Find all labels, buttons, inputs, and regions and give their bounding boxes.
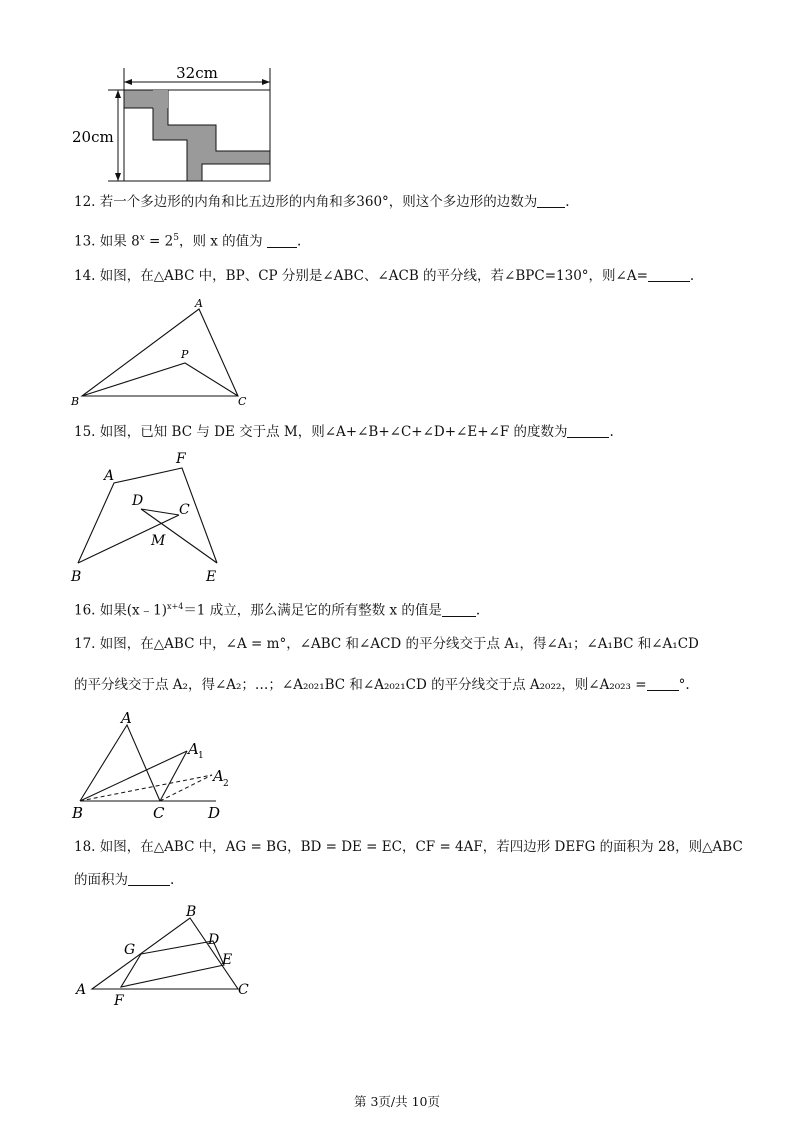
rectangle-figure [60,60,290,190]
label-B: B [71,395,80,408]
label-A2: A [213,767,224,785]
question-16-prefix: 16. 如果(x﹣1) [74,602,167,619]
label-A1: A [188,740,199,758]
label-D: D [208,932,220,948]
label-G: G [124,942,136,958]
width-label: 32cm [176,64,218,82]
label-A: A [195,297,203,310]
question-12-text: 12. 若一个多边形的内角和比五边形的内角和多360°，则这个多边形的边数为 [74,194,538,210]
question-18-end: . [170,872,175,888]
label-A2-sub: 2 [223,779,229,789]
q13-base: 8 [131,233,140,250]
q13-exp2: 5 [173,233,179,243]
label-F: F [176,451,186,467]
answer-blank [128,871,170,886]
height-label: 20cm [72,128,114,146]
question-15 [74,423,614,441]
bc-de-intersection-figure [66,448,236,588]
label-B: B [71,569,82,585]
label-A1-sub: 1 [198,751,204,761]
question-17-line-2 [74,676,690,694]
question-18-text-1: 18. 如图，在△ABC 中，AG = BG，BD = DE = EC，CF = 4AF，若四边形 DEFG 的面积为 28，则△ABC [74,839,743,855]
question-12-end: . [565,194,570,210]
label-A: A [121,709,132,727]
question-14-text: 14. 如图，在△ABC 中，BP、CP 分别是∠ABC、∠ACB 的平分线，若∠BPC=130°，则∠A= [74,268,648,284]
question-18-line-1 [74,838,743,856]
answer-blank [442,602,476,617]
answer-blank [567,423,609,438]
answer-blank [267,233,297,248]
quadrilateral-defg-figure [66,898,266,1008]
question-15-text: 15. 如图，已知 BC 与 DE 交于点 M，则∠A+∠B+∠C+∠D+∠E+∠F 的度数为 [74,424,568,440]
question-14-end: . [689,268,695,284]
question-18-line-2 [74,871,174,889]
question-13 [74,229,301,251]
q13-exp1: x [139,233,145,243]
question-17-text-1: 17. 如图，在△ABC 中，∠A = m°，∠ABC 和∠ACD 的平分线交于点 A₁，得∠A₁；∠A₁BC 和∠A₁CD [74,636,699,652]
label-C: C [153,804,165,822]
question-12 [74,193,570,211]
triangle-abc-bisector-figure [66,294,256,410]
answer-blank [648,267,690,282]
question-15-end: . [609,424,614,440]
question-13-end: . [296,233,302,250]
question-18-text-2: 的面积为 [74,872,128,888]
q16-exp: x+4 [167,602,184,611]
label-F: F [114,993,124,1008]
label-B: B [72,804,84,822]
label-C: C [238,395,247,408]
question-17-line-1 [74,635,699,653]
label-E: E [206,569,217,585]
angle-bisector-sequence-figure [66,708,246,823]
question-14 [74,267,694,285]
label-A: A [104,468,115,484]
label-B: B [186,904,197,920]
question-17-end: °. [678,677,690,693]
label-M: M [151,533,166,549]
label-P: P [181,348,189,361]
label-D: D [208,804,221,822]
answer-blank [537,193,565,208]
answer-blank [647,676,679,691]
question-16 [74,598,480,620]
question-13-prefix: 13. 如果 [74,233,127,250]
q13-eq: = 2 [144,233,174,250]
question-13-suffix: ，则 x 的值为 [178,233,263,250]
question-17-text-2: 的平分线交于点 A₂，得∠A₂；…；∠A₂₀₂₁BC 和∠A₂₀₂₁CD 的平分线交于点 A₂₀₂₂，则∠A₂₀₂₃ = [74,677,647,693]
page-footer: 第 3页/共 10页 [353,1094,441,1109]
label-C: C [238,982,249,998]
label-E: E [222,952,233,968]
question-16-end: . [475,602,481,619]
label-A: A [76,982,87,998]
label-D: D [132,493,144,509]
label-C: C [179,502,190,518]
question-16-suffix: ＝1 成立，那么满足它的所有整数 x 的值是 [183,602,442,619]
